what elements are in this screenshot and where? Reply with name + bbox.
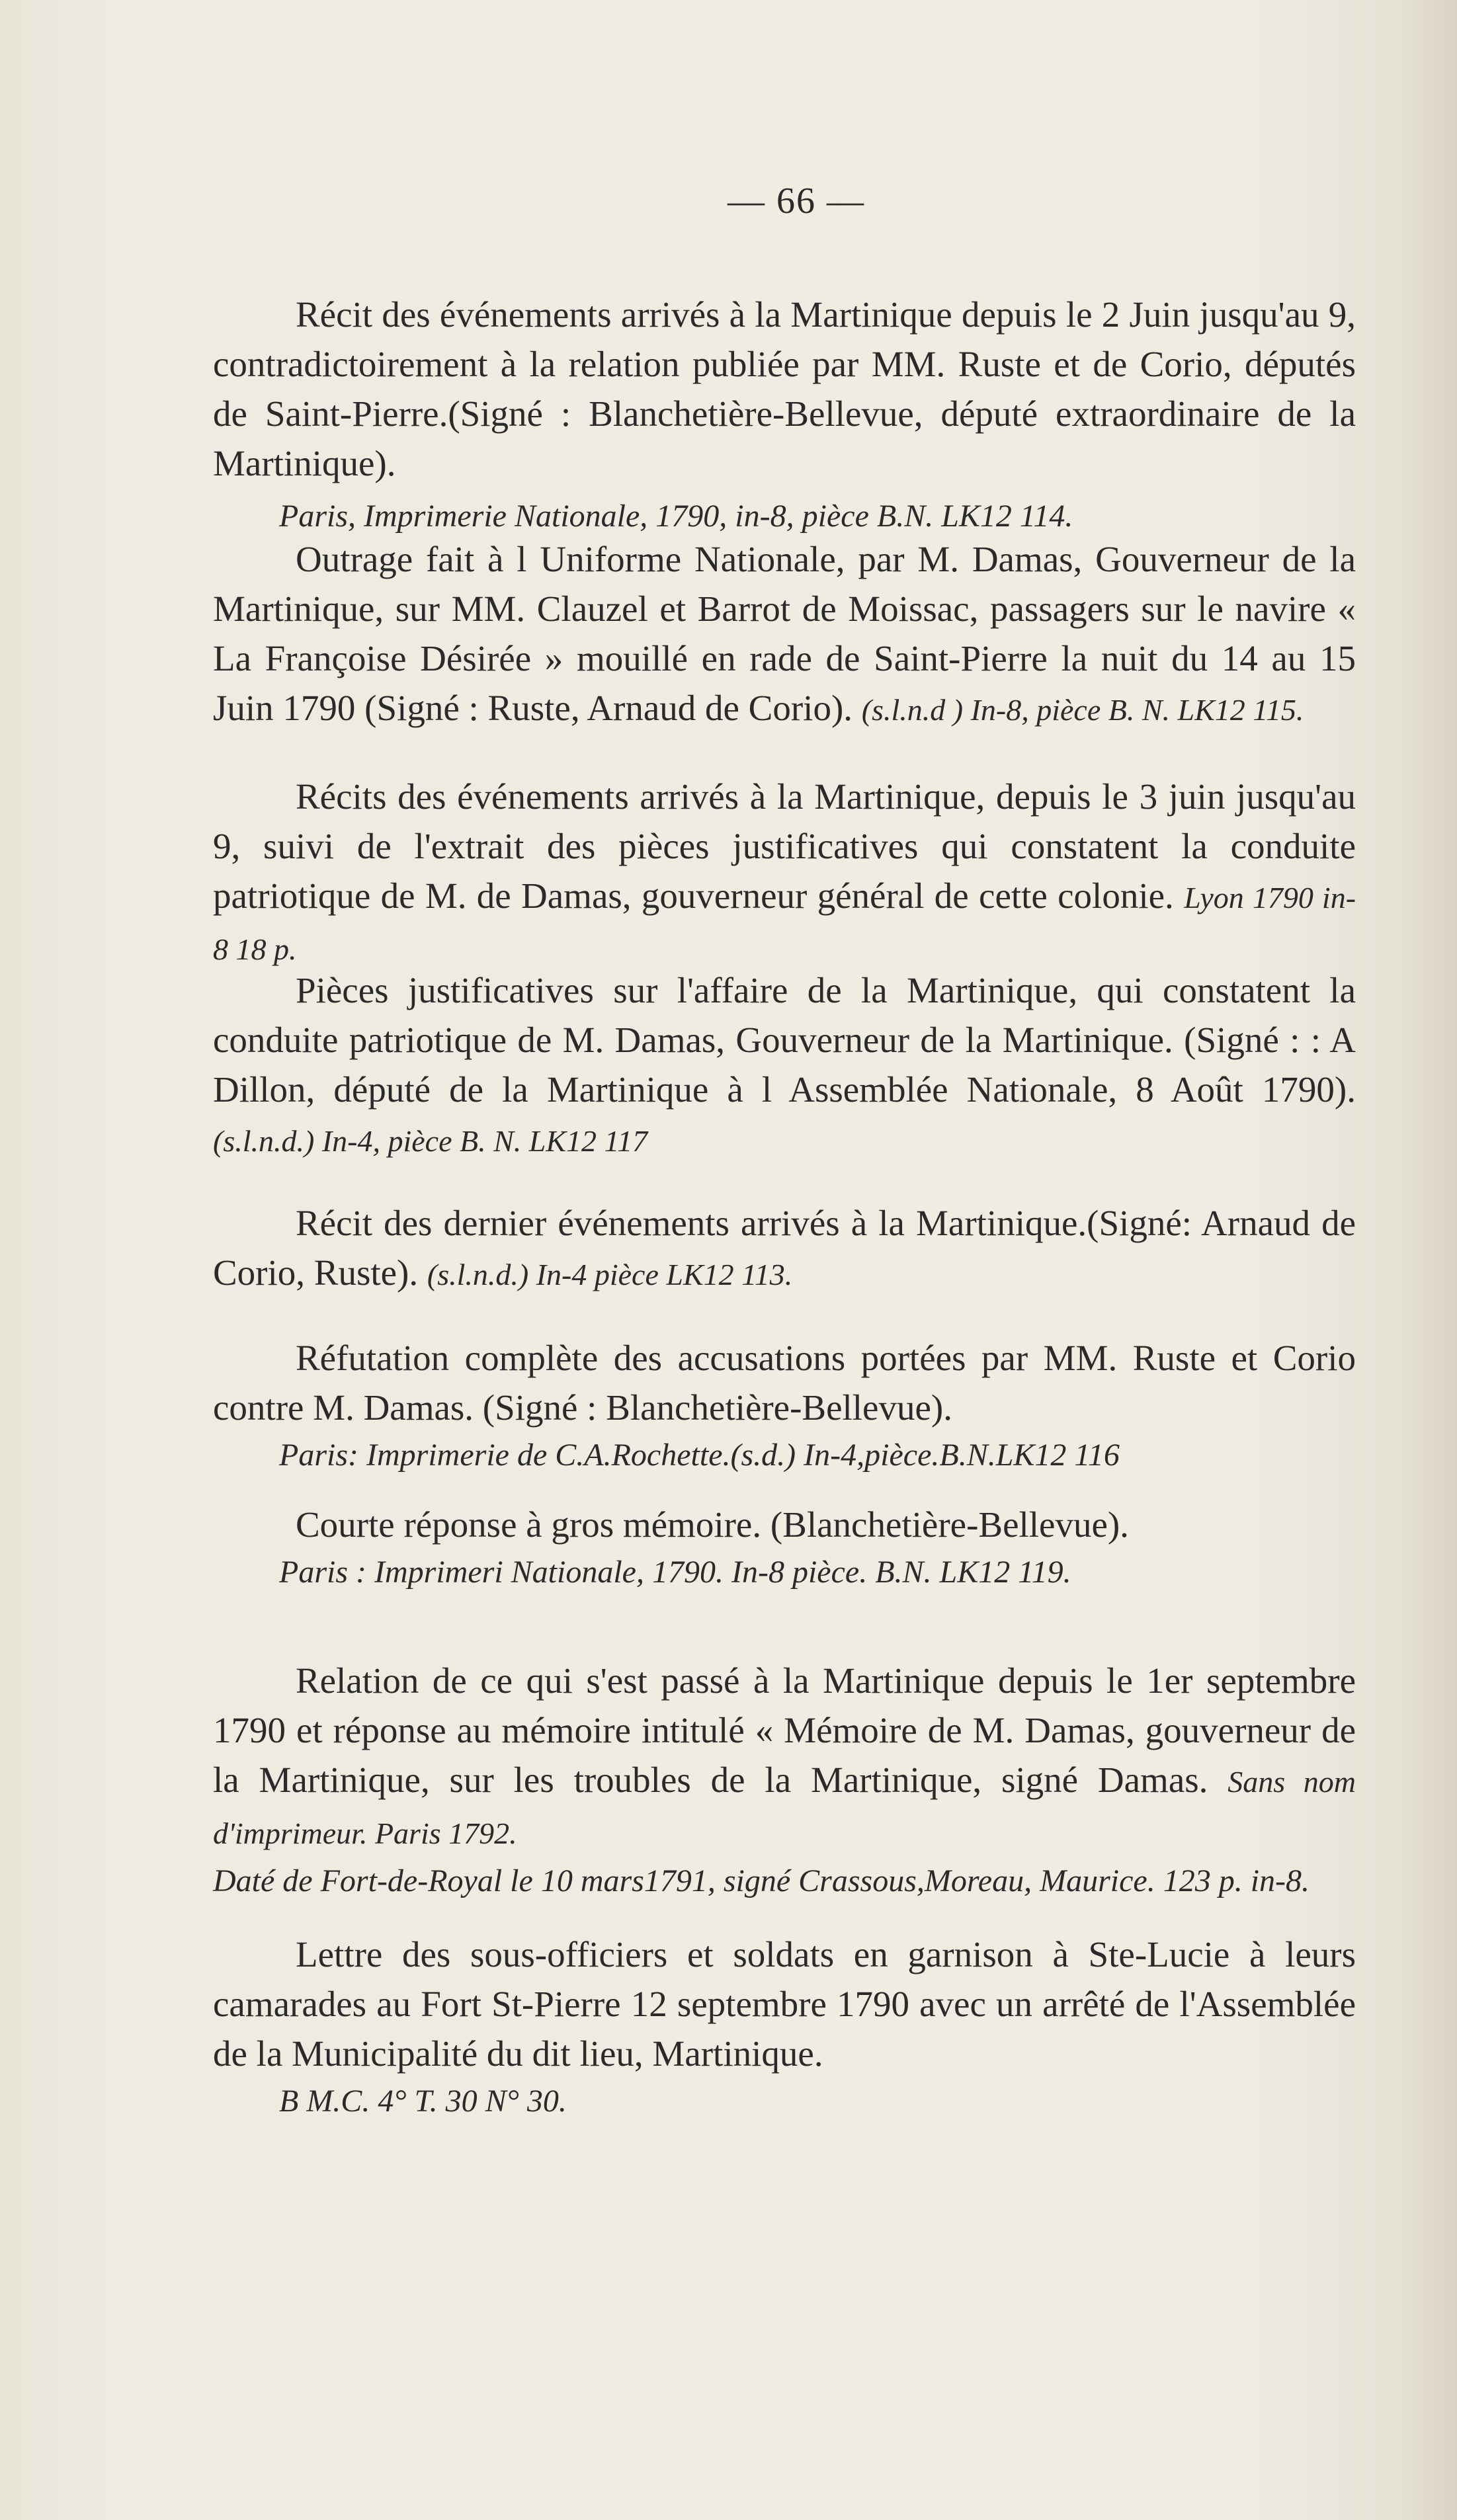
entry-description [213, 1198, 1356, 1299]
entry-imprint: (s.l.n.d.) In-4, pièce B. N. LK12 117 [213, 1124, 648, 1158]
entry-imprint: B M.C. 4° T. 30 N° 30. [279, 2084, 567, 2119]
entry-imprint: Daté de Fort-de-Royal le 10 mars1791, signé Crassous,Moreau, Maurice. 123 p. in-8. [213, 1863, 1310, 1898]
bibliography-entry [213, 534, 1356, 735]
entry-imprint: Paris : Imprimeri Nationale, 1790. In-8 pièce. B.N. LK12 119. [279, 1555, 1071, 1590]
bibliography-entry [213, 1500, 1356, 1596]
entry-description [213, 1656, 1356, 1858]
entry-imprint: (s.l.n.d.) In-4 pièce LK12 113. [427, 1258, 793, 1291]
entry-description-text: Outrage fait à l Uniforme Nationale, par M. Damas, Gouverneur de la Martinique, sur MM. Clauzel et Barrot de Moissac, passagers sur le navire « La Françoise Désirée » mouillé en rade de Saint-Pierre la nuit du 14 au 15 Juin 1790 (Signé : Ruste, Arnaud de Corio). [213, 539, 1356, 728]
entry-description: Courte réponse à gros mémoire. (Blanchetière-Bellevue). [296, 1504, 1129, 1545]
bibliography-entry [213, 290, 1356, 540]
entry-imprint: (s.l.n.d ) In-8, pièce B. N. LK12 115. [861, 693, 1304, 727]
entry-description-text: Relation de ce qui s'est passé à la Martinique depuis le 1er septembre 1790 et réponse au mémoire intitulé « Mémoire de M. Damas, gouverneur de la Martinique, sur les troubles de la Martinique, signé Damas. [213, 1660, 1356, 1800]
bibliography-entry [213, 1656, 1356, 1904]
entry-description [213, 965, 1356, 1166]
bibliography-entry [213, 965, 1356, 1166]
page-number: — 66 — [728, 181, 865, 222]
entry-description: Réfutation complète des accusations portées par MM. Ruste et Corio contre M. Damas. (Signé : Blanchetière-Bellevue). [213, 1338, 1356, 1428]
bibliography-entry [213, 1930, 1356, 2125]
bibliography-entry [213, 1333, 1356, 1479]
entry-imprint-inline: Sans nom d'imprimeur. Paris 1792. [213, 1765, 1356, 1850]
entry-imprint: Paris: Imprimerie de C.A.Rochette.(s.d.) In-4,pièce.B.N.LK12 116 [279, 1438, 1120, 1473]
entry-imprint: Paris, Imprimerie Nationale, 1790, in-8, pièce B.N. LK12 114. [279, 499, 1073, 534]
entry-description: Récit des événements arrivés à la Martinique depuis le 2 Juin jusqu'au 9, contradictoirement à la relation publiée par MM. Ruste et de Corio, députés de Saint-Pierre.(Signé : Blanchetière-Bellevue, député extraordinaire de la Martinique). [213, 294, 1356, 483]
bibliography-entry [213, 772, 1356, 974]
entry-description [213, 772, 1356, 974]
entry-description-text: Pièces justificatives sur l'affaire de la Martinique, qui constatent la conduite patriotique de M. Damas, Gouverneur de la Martinique. (Signé : : A Dillon, député de la Martinique à l Assemblée Nationale, 8 Août 1790). [213, 970, 1356, 1110]
entry-imprint: Lyon 1790 in-8 18 p. [213, 881, 1356, 966]
entry-description-text: Récits des événements arrivés à la Martinique, depuis le 3 juin jusqu'au 9, suivi de l'extrait des pièces justificatives qui constatent la conduite patriotique de M. de Damas, gouverneur général de cette colonie. [213, 776, 1356, 916]
entry-description: Lettre des sous-officiers et soldats en garnison à Ste-Lucie à leurs camarades au Fort St-Pierre 12 septembre 1790 avec un arrêté de l'Assemblée de la Municipalité du dit lieu, Martinique. [213, 1934, 1356, 2074]
bibliography-entry [213, 1198, 1356, 1299]
entry-description-text: Récit des dernier événements arrivés à la Martinique.(Signé: Arnaud de Corio, Ruste). [213, 1203, 1356, 1293]
entry-description [213, 534, 1356, 735]
